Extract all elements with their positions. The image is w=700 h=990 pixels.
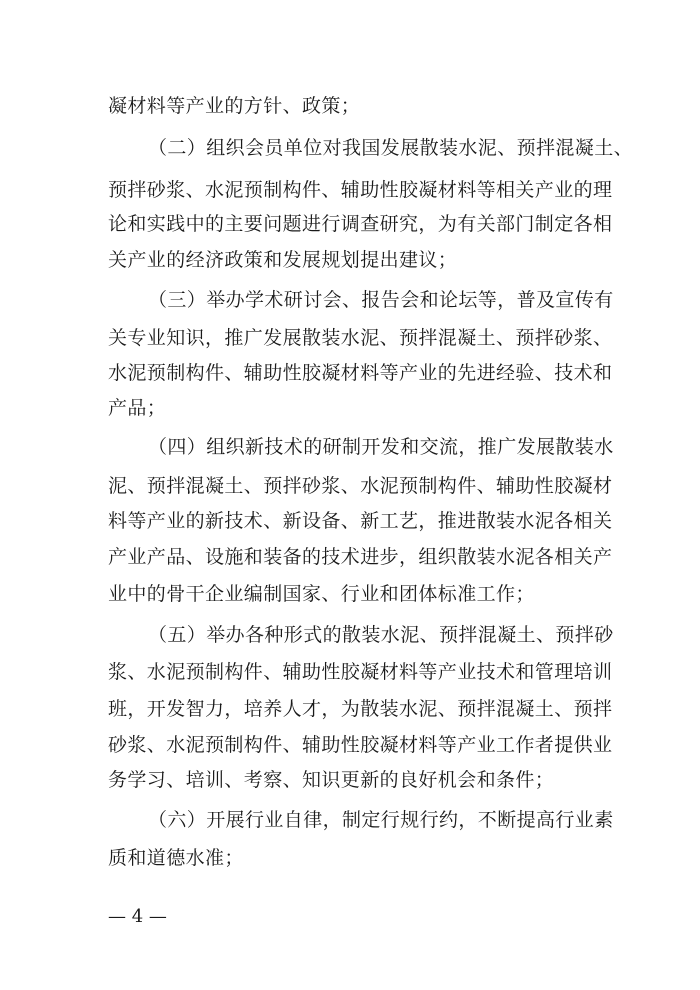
text-line: 务学习、培训、考察、知识更新的良好机会和条件； [108, 769, 555, 791]
text-line: 水泥预制构件、辅助性胶凝材料等产业的先进经验、技术和 [108, 362, 613, 384]
text-line: 凝材料等产业的方针、政策； [108, 95, 361, 117]
text-line: 泥、预拌混凝土、预拌砂浆、水泥预制构件、辅助性胶凝材 [108, 475, 613, 497]
text-line: （四）组织新技术的研制开发和交流，推广发展散装水 [148, 436, 614, 458]
text-line: （二）组织会员单位对我国发展散装水泥、预拌混凝土、 [148, 137, 634, 159]
text-line: 班，开发智力，培养人才，为散装水泥、预拌混凝土、预拌 [108, 698, 613, 720]
text-line: 质和道德水准； [108, 847, 244, 869]
text-line: 砂浆、水泥预制构件、辅助性胶凝材料等产业工作者提供业 [108, 734, 613, 756]
text-line: （五）举办各种形式的散装水泥、预拌混凝土、预拌砂 [148, 624, 614, 646]
page-number: — 4 — [108, 906, 167, 927]
text-line: 关产业的经济政策和发展规划提出建议； [108, 249, 458, 271]
text-line: （三）举办学术研讨会、报告会和论坛等，普及宣传有 [148, 289, 614, 311]
text-line: （六）开展行业自律，制定行规行约，不断提高行业素 [148, 809, 614, 831]
text-line: 产品； [108, 397, 167, 419]
text-line: 预拌砂浆、水泥预制构件、辅助性胶凝材料等相关产业的理 [108, 179, 613, 201]
text-line: 关专业知识，推广发展散装水泥、预拌混凝土、预拌砂浆、 [108, 327, 613, 349]
text-line: 业中的骨干企业编制国家、行业和团体标准工作； [108, 583, 535, 605]
text-line: 料等产业的新技术、新设备、新工艺，推进散装水泥各相关 [108, 510, 613, 532]
text-line: 产业产品、设施和装备的技术进步，组织散装水泥各相关产 [108, 546, 613, 568]
text-line: 浆、水泥预制构件、辅助性胶凝材料等产业技术和管理培训 [108, 661, 613, 683]
text-line: 论和实践中的主要问题进行调查研究，为有关部门制定各相 [108, 213, 613, 235]
